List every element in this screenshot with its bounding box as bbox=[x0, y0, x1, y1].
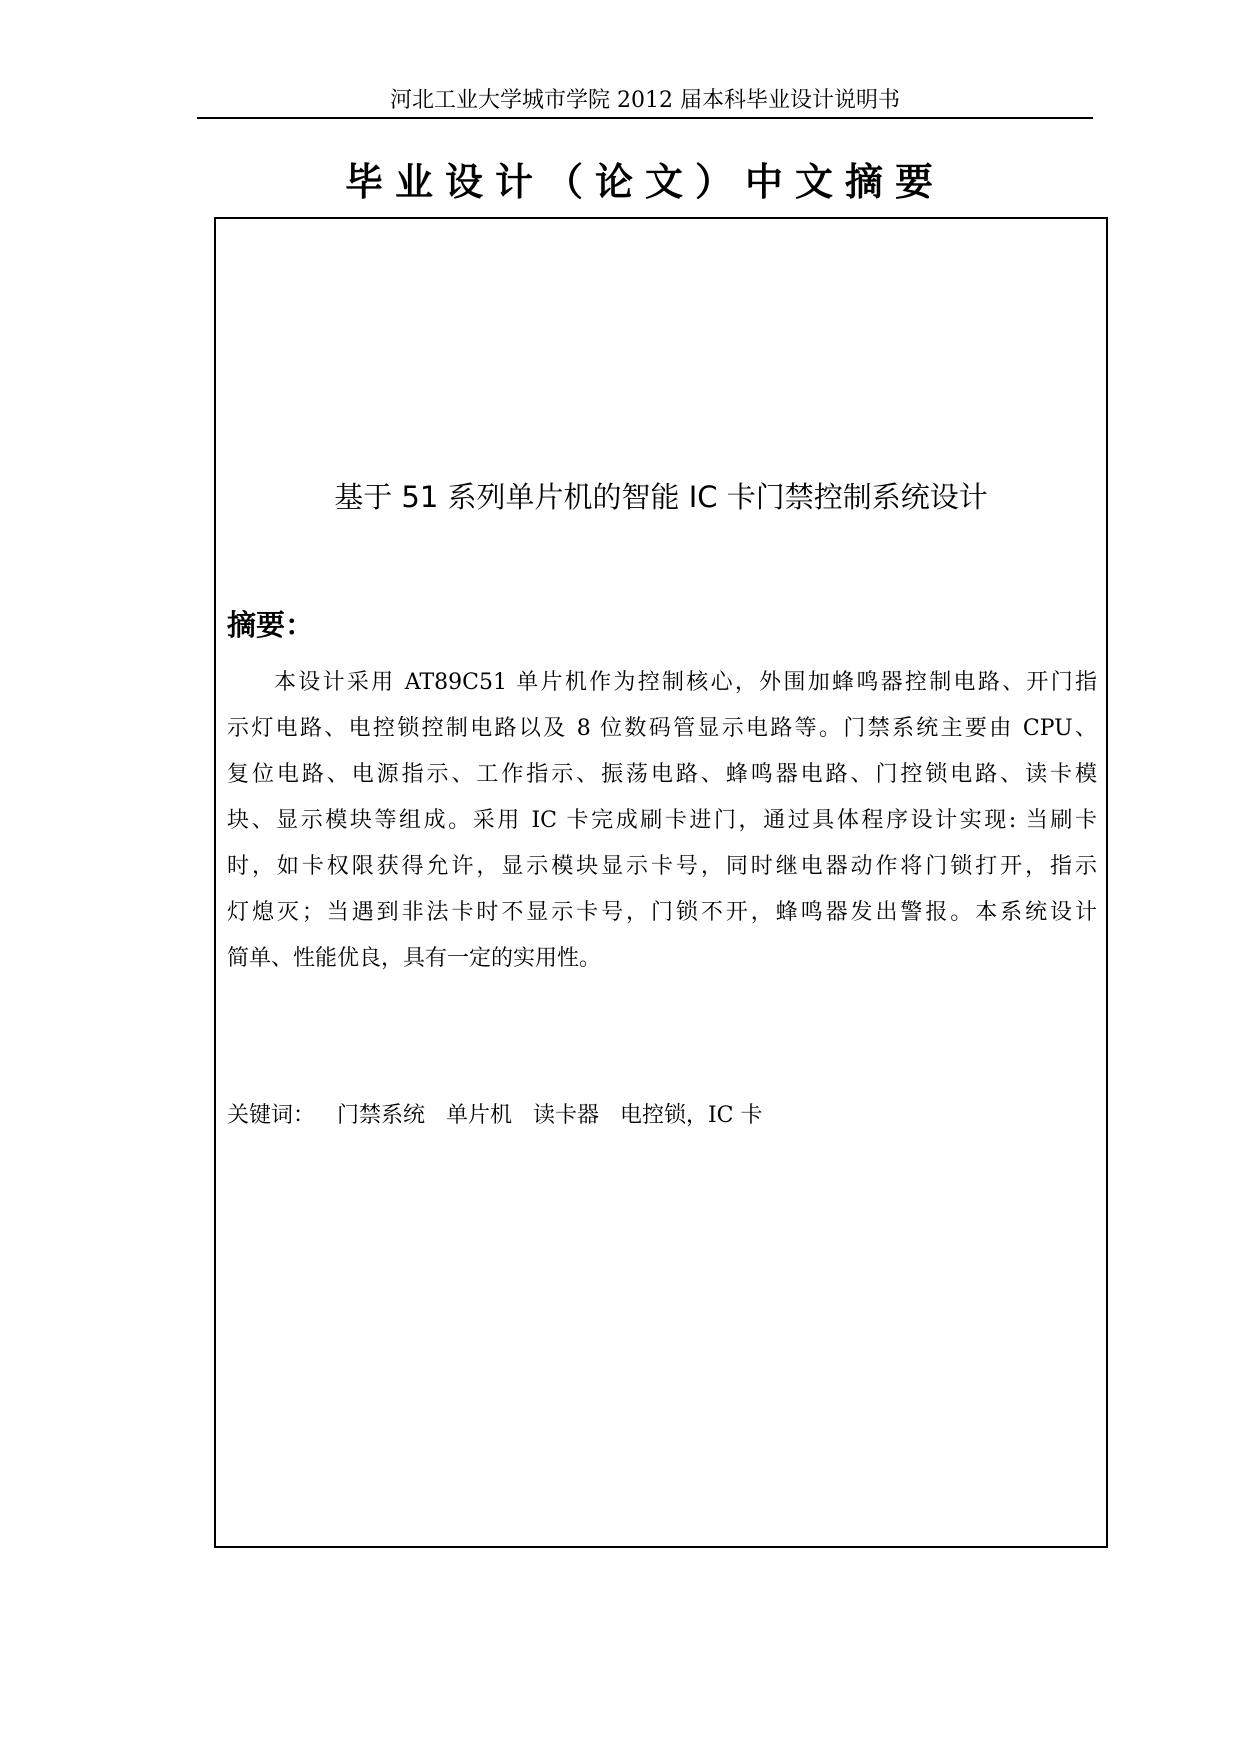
abstract-line: 复位电路、电源指示、工作指示、振荡电路、蜂鸣器电路、门控锁电路、读卡模 bbox=[227, 762, 1097, 787]
abstract-line: 时，如卡权限获得允许，显示模块显示卡号，同时继电器动作将门锁打开，指示 bbox=[227, 854, 1097, 879]
abstract-body bbox=[227, 660, 1097, 982]
abstract-label: 摘要： bbox=[227, 608, 315, 642]
abstract-line: 块、显示模块等组成。采用 IC 卡完成刷卡进门，通过具体程序设计实现: 当刷卡 bbox=[227, 808, 1097, 833]
running-header: 河北工业大学城市学院 2012 届本科毕业设计说明书 bbox=[390, 88, 900, 113]
thesis-title: 基于 51 系列单片机的智能 IC 卡门禁控制系统设计 bbox=[334, 480, 988, 514]
header-rule bbox=[197, 117, 1093, 119]
abstract-line: 简单、性能优良，具有一定的实用性。 bbox=[227, 946, 602, 971]
keywords-label: 关键词： bbox=[227, 1103, 316, 1128]
abstract-line: 灯熄灭；当遇到非法卡时不显示卡号，门锁不开，蜂鸣器发出警报。本系统设计 bbox=[227, 900, 1097, 925]
abstract-line: 本设计采用 AT89C51 单片机作为控制核心，外围加蜂鸣器控制电路、开门指 bbox=[274, 670, 1097, 695]
abstract-line: 示灯电路、电控锁控制电路以及 8 位数码管显示电路等。门禁系统主要由 CPU、 bbox=[227, 716, 1097, 741]
abstract-box bbox=[214, 217, 1108, 1548]
keywords-value: 门禁系统 单片机 读卡器 电控锁，IC 卡 bbox=[337, 1103, 763, 1128]
page-heading: 毕业设计（论文）中文摘要 bbox=[344, 160, 945, 204]
keywords-row bbox=[227, 1099, 762, 1133]
